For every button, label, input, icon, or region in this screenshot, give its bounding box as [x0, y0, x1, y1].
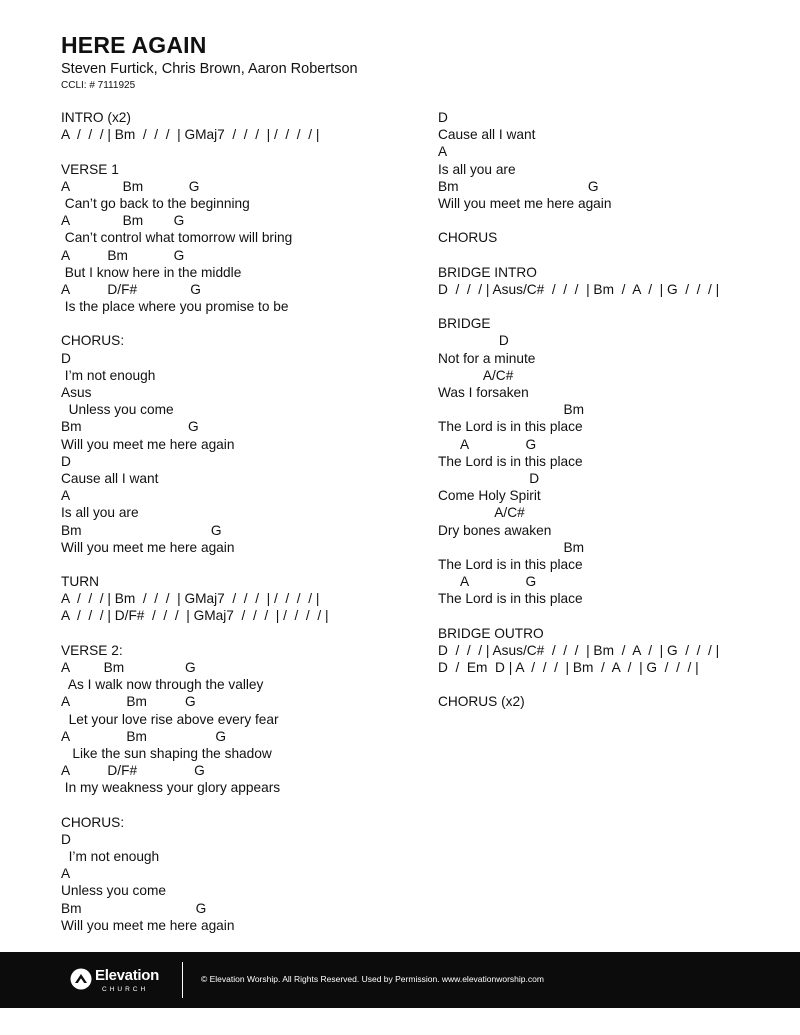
sheet-line: In my weakness your glory appears	[61, 780, 281, 796]
sheet-line: Is all you are	[61, 505, 139, 521]
sheet-line: But I know here in the middle	[61, 264, 242, 280]
sheet-line: A D/F# G	[61, 281, 201, 297]
sheet-line: Will you meet me here again	[438, 195, 612, 211]
elevation-logo-icon	[70, 968, 92, 990]
sheet-line	[438, 607, 719, 624]
sheet-line: BRIDGE	[438, 316, 491, 332]
sheet-line: A	[61, 866, 71, 882]
sheet-line: Unless you come	[61, 402, 174, 418]
sheet-line	[438, 298, 719, 315]
logo-subtitle: CHURCH	[102, 986, 149, 993]
sheet-line: Like the sun shaping the shadow	[61, 745, 272, 761]
sheet-line: Will you meet me here again	[61, 436, 235, 452]
sheet-line: Cause all I want	[438, 127, 536, 143]
sheet-line: Asus	[61, 385, 92, 400]
sheet-line: VERSE 1	[61, 161, 119, 177]
sheet-line: Bm	[438, 402, 585, 418]
sheet-line: D	[61, 350, 71, 366]
sheet-line: D / / / | Asus/C# / / / | Bm / A / | G / / / |	[438, 281, 720, 297]
sheet-line: Let your love rise above every fear	[61, 711, 279, 727]
sheet-line: The Lord is in this place	[438, 591, 583, 607]
sheet-line: D	[438, 470, 540, 486]
sheet-line	[61, 797, 329, 814]
sheet-line: Will you meet me here again	[61, 539, 235, 555]
sheet-line: CHORUS:	[61, 333, 125, 349]
sheet-line: CHORUS	[438, 230, 498, 246]
sheet-line: Is the place where you promise to be	[61, 299, 289, 315]
sheet-line: Bm G	[61, 900, 207, 916]
chord-sheet-right-column	[438, 109, 719, 711]
sheet-line: Bm	[438, 539, 585, 555]
sheet-line: Unless you come	[61, 883, 166, 899]
sheet-line	[438, 212, 719, 229]
sheet-line: Not for a minute	[438, 350, 536, 366]
sheet-line: Bm G	[61, 419, 199, 435]
sheet-line: CHORUS:	[61, 814, 125, 830]
sheet-line	[61, 143, 329, 160]
sheet-line: I’m not enough	[61, 849, 160, 865]
sheet-line: As I walk now through the valley	[61, 677, 264, 693]
sheet-line: Come Holy Spirit	[438, 488, 541, 504]
sheet-line: D	[438, 333, 509, 349]
page-footer	[0, 952, 800, 1008]
sheet-line	[438, 676, 719, 693]
song-title: HERE AGAIN	[61, 32, 207, 58]
sheet-line: D	[438, 110, 448, 125]
sheet-line: TURN	[61, 574, 100, 590]
logo-name: Elevation	[95, 967, 159, 984]
sheet-line: A	[438, 144, 448, 160]
sheet-line: Can’t control what tomorrow will bring	[61, 230, 293, 246]
sheet-line: A Bm G	[61, 213, 185, 229]
sheet-line: A Bm G	[61, 247, 185, 263]
sheet-line: BRIDGE INTRO	[438, 264, 537, 280]
sheet-line: A/C#	[438, 367, 514, 383]
sheet-line: Bm G	[438, 178, 599, 194]
sheet-line: A G	[438, 436, 537, 452]
sheet-line: A/C#	[438, 505, 525, 521]
sheet-line: VERSE 2:	[61, 642, 123, 658]
sheet-line: Can’t go back to the beginning	[61, 195, 250, 211]
sheet-line: A	[61, 488, 71, 504]
sheet-line: The Lord is in this place	[438, 556, 583, 572]
sheet-line: A Bm G	[61, 178, 200, 194]
sheet-line: Cause all I want	[61, 470, 159, 486]
sheet-line: D	[61, 831, 71, 847]
sheet-line: A Bm G	[61, 728, 227, 744]
sheet-line	[438, 247, 719, 264]
elevation-church-logo	[70, 966, 170, 996]
sheet-line	[61, 556, 329, 573]
sheet-line: Will you meet me here again	[61, 917, 235, 933]
sheet-line: CHORUS (x2)	[438, 694, 525, 710]
sheet-line	[61, 315, 329, 332]
sheet-line: D / Em D | A / / / | Bm / A / | G / / / |	[438, 660, 699, 675]
sheet-line: A / / / | Bm / / / | GMaj7 / / / | / / / / |	[61, 127, 320, 143]
sheet-line: Is all you are	[438, 161, 516, 177]
sheet-line: The Lord is in this place	[438, 419, 583, 435]
sheet-line: The Lord is in this place	[438, 453, 583, 469]
sheet-line: Bm G	[61, 522, 222, 538]
sheet-line: D / / / | Asus/C# / / / | Bm / A / | G / / / |	[438, 642, 720, 658]
ccli-number: CCLI: # 7111925	[61, 80, 136, 91]
sheet-line: A Bm G	[61, 660, 196, 675]
sheet-line	[61, 625, 329, 642]
sheet-line: Dry bones awaken	[438, 522, 552, 538]
copyright-notice: © Elevation Worship. All Rights Reserved. Used by Permission. www.elevationworship.com	[201, 974, 544, 984]
footer-divider	[182, 962, 183, 998]
sheet-line: A D/F# G	[61, 763, 205, 779]
sheet-line: D	[61, 453, 71, 469]
sheet-line: A / / / | D/F# / / / | GMaj7 / / / | / / / / |	[61, 608, 329, 624]
sheet-line: A G	[438, 574, 537, 590]
sheet-line: BRIDGE OUTRO	[438, 625, 544, 641]
sheet-line: A / / / | Bm / / / | GMaj7 / / / | / / / / |	[61, 591, 320, 607]
sheet-line: I’m not enough	[61, 367, 156, 383]
sheet-line: INTRO (x2)	[61, 110, 131, 125]
sheet-line: Was I forsaken	[438, 385, 529, 400]
song-authors: Steven Furtick, Chris Brown, Aaron Robertson	[61, 61, 358, 77]
chord-sheet-left-column	[61, 109, 329, 934]
sheet-line: A Bm G	[61, 694, 196, 710]
